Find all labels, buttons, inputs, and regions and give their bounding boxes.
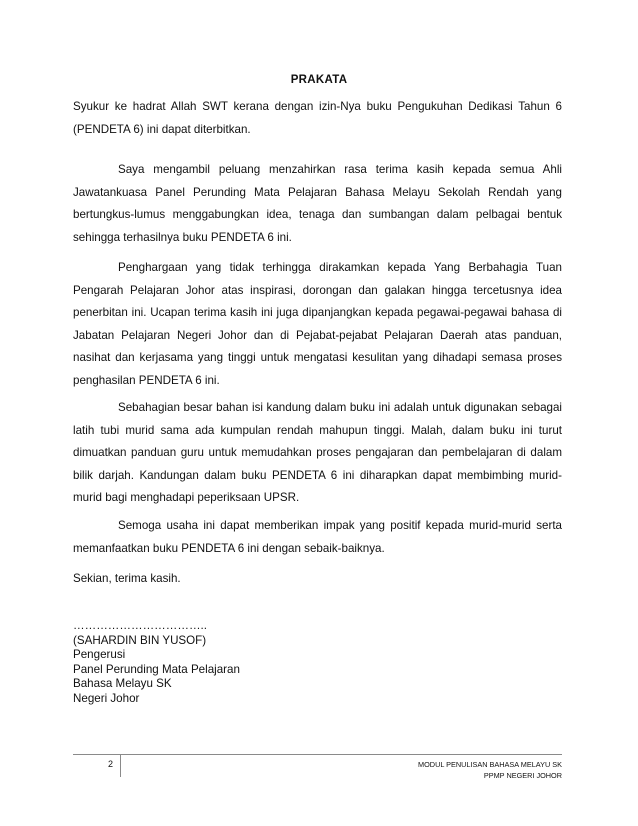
- paragraph-3: Penghargaan yang tidak terhingga dirakamkan kepada Yang Berbahagia Tuan Pengarah Pelajaran Johor atas inspirasi, dorongan dan galakan hingga tercetusnya idea penerbitan ini. Ucapan terima kasih ini juga dipanjangkan kepada pegawai-pegawai bahasa di Jabatan Pelajaran Negeri Johor dan di Pejabat-pejabat Pelajaran Daerah atas panduan, nasihat dan kerjasama yang tinggi untuk mengatasi kesulitan yang dihadapi semasa proses penghasilan PENDETA 6 ini.: [73, 261, 562, 387]
- footer-divider: [73, 754, 562, 755]
- signatory-org-line-2: Bahasa Melayu SK: [73, 677, 172, 691]
- footer-line-2: PPMP NEGERI JOHOR: [483, 771, 562, 780]
- signatory-position: Pengerusi: [73, 648, 126, 662]
- page-title: PRAKATA: [290, 74, 348, 86]
- page-number: 2: [108, 759, 114, 769]
- signatory-org-line-1: Panel Perunding Mata Pelajaran: [73, 662, 240, 676]
- signatory-name: (SAHARDIN BIN YUSOF): [73, 633, 207, 647]
- paragraph-2: Saya mengambil peluang menzahirkan rasa terima kasih kepada semua Ahli Jawatankuasa Panel Perunding Mata Pelajaran Bahasa Melayu Sekolah Rendah yang bertungkus-lumus menggabungkan idea, tenaga dan sumbangan dalam pelbagai bentuk sehingga terhasilnya buku PENDETA 6 ini.: [73, 163, 562, 244]
- signature-block: [73, 619, 240, 707]
- signatory-org-line-3: Negeri Johor: [73, 691, 140, 705]
- footer-caption: [418, 759, 562, 781]
- footer-vertical-divider: [120, 755, 121, 777]
- paragraph-5: Semoga usaha ini dapat memberikan impak yang positif kepada murid-murid serta memanfaatkan buku PENDETA 6 ini dengan sebaik-baiknya.: [73, 519, 562, 555]
- closing-text: Sekian, terima kasih.: [73, 572, 181, 585]
- paragraph-4: Sebahagian besar bahan isi kandung dalam buku ini adalah untuk digunakan sebagai latih tubi murid sama ada kumpulan rendah mahupun tinggi. Malah, dalam buku ini turut dimuatkan panduan guru untuk memudahkan proses pengajaran dan pembelajaran di dalam bilik darjah. Kandungan dalam buku PENDETA 6 ini diharapkan dapat membimbing murid-murid bagi menghadapi peperiksaan UPSR.: [73, 401, 562, 504]
- paragraph-1: Syukur ke hadrat Allah SWT kerana dengan izin-Nya buku Pengukuhan Dedikasi Tahun 6 (PENDETA 6) ini dapat diterbitkan.: [73, 100, 562, 136]
- footer-line-1: MODUL PENULISAN BAHASA MELAYU SK: [418, 760, 562, 769]
- signature-dots: ……………………………..: [73, 619, 207, 632]
